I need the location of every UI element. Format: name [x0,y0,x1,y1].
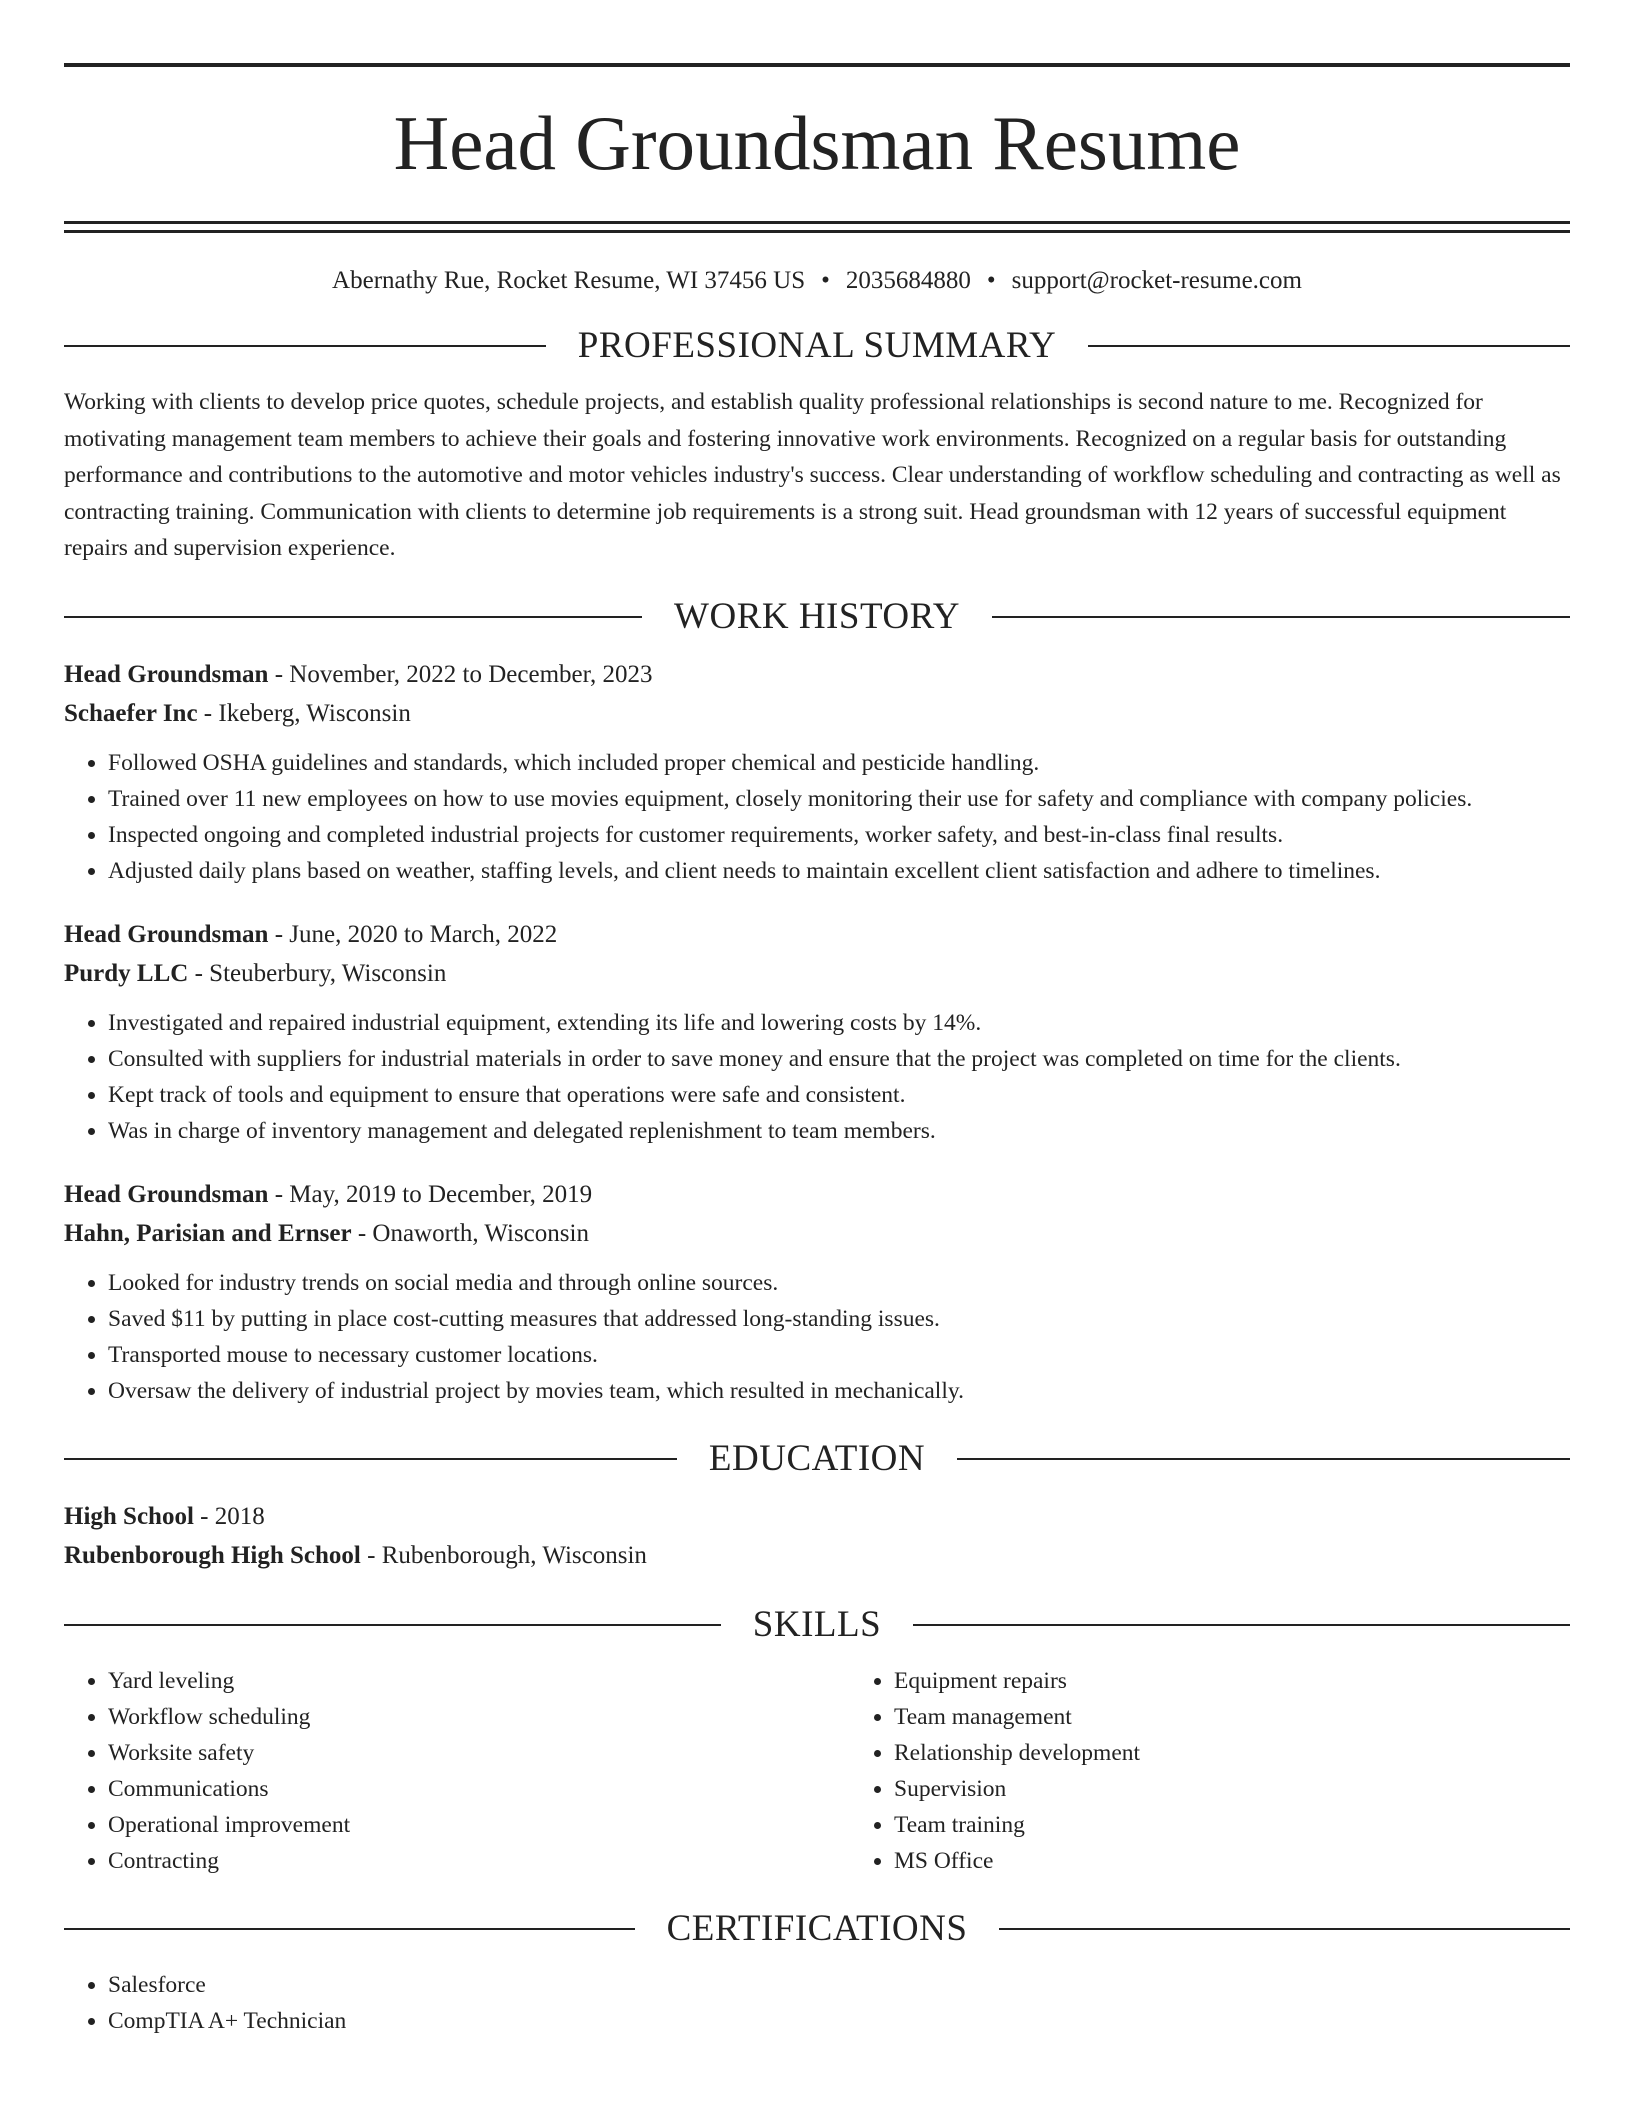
job-title-line [64,655,1570,694]
job-bullet: • Was in charge of inventory management and delegated replenishment to team members. [108,1113,1570,1149]
job-dates: - June, 2020 to March, 2022 [268,920,558,948]
certification-item: • CompTIA A+ Technician [108,2003,1570,2039]
contact-address: Abernathy Rue, Rocket Resume, WI 37456 US [332,267,806,294]
skill-item: • Relationship development [894,1735,1570,1771]
job-dates: - November, 2022 to December, 2023 [268,660,653,688]
contact-separator: • [986,267,996,294]
title-double-rule [64,221,1570,233]
skill-item: • Contracting [108,1843,850,1879]
job-bullet: • Investigated and repaired industrial equipment, extending its life and lowering costs by 14%. [108,1005,1570,1041]
job-bullet: • Kept track of tools and equipment to ensure that operations were safe and consistent. [108,1077,1570,1113]
education-year: - 2018 [193,1502,265,1530]
certification-item: • Salesforce [108,1967,1570,2003]
job-bullet: • Consulted with suppliers for industrial materials in order to save money and ensure that the project was completed on time for the clients. [108,1041,1570,1077]
skill-item: • Team management [894,1699,1570,1735]
skills-right-list [850,1663,1570,1879]
heading-rule-left [64,1624,721,1626]
job-title: Head Groundsman [64,920,269,948]
job-entry [64,1175,1570,1409]
skill-item: • Operational improvement [108,1807,850,1843]
contact-line [64,266,1570,296]
skills-heading-label: SKILLS [752,1603,882,1645]
job-company-line [64,694,1570,733]
education-degree-line [64,1497,1570,1536]
job-bullet: • Trained over 11 new employees on how to use movies equipment, closely monitoring their use for safety and compliance with company policies. [108,781,1570,817]
job-dates: - May, 2019 to December, 2019 [268,1180,593,1208]
job-company-line [64,954,1570,993]
heading-rule-right [913,1624,1570,1626]
job-bullet: • Looked for industry trends on social media and through online sources. [108,1265,1570,1301]
skill-item: • Supervision [894,1771,1570,1807]
job-location: - Steuberbury, Wisconsin [188,959,447,987]
education-heading-label: EDUCATION [708,1437,926,1479]
education-location: - Rubenborough, Wisconsin [360,1541,647,1569]
skills-left-list [64,1663,850,1879]
job-bullet: • Followed OSHA guidelines and standards, which included proper chemical and pesticide handling. [108,745,1570,781]
contact-separator: • [821,267,830,294]
skill-item: • MS Office [894,1843,1570,1879]
job-bullet: • Adjusted daily plans based on weather, staffing levels, and client needs to maintain excellent client satisfaction and adhere to timelines. [108,853,1570,889]
heading-rule-left [64,1458,677,1460]
education-school: Rubenborough High School [64,1541,361,1569]
heading-rule-left [64,1928,635,1930]
certifications-list [64,1967,1570,2039]
summary-paragraph: Working with clients to develop price quotes, schedule projects, and establish quality professional relationships is second nature to me. Recognized for motivating management team members to achieve their goals and fostering innovative work environments. Recognized on a regular basis for outstanding performance and contributions to the automotive and motor vehicles industry's success. Clear understanding of workflow scheduling and contracting as well as contracting training. Communication with clients to determine job requirements is a strong suit. Head groundsman with 12 years of successful equipment repairs and supervision experience. [64,389,1561,561]
skill-item: • Communications [108,1771,850,1807]
job-bullet: • Oversaw the delivery of industrial project by movies team, which resulted in mechanically. [108,1373,1570,1409]
contact-email: support@rocket-resume.com [1011,267,1302,294]
job-bullets [64,745,1570,889]
skills-columns [64,1663,1570,1879]
heading-rule-right [992,616,1570,618]
heading-rule-right [999,1928,1570,1930]
certifications-heading-label: CERTIFICATIONS [666,1907,968,1949]
job-title-line [64,915,1570,954]
skill-item: • Workflow scheduling [108,1699,850,1735]
skill-item: • Team training [894,1807,1570,1843]
education-degree: High School [64,1502,194,1530]
job-company: Hahn, Parisian and Ernser [64,1219,352,1247]
resume-page [64,0,1570,2039]
skill-item: • Yard leveling [108,1663,850,1699]
skill-item: • Equipment repairs [894,1663,1570,1699]
job-bullet: • Inspected ongoing and completed industrial projects for customer requirements, worker safety, and best-in-class final results. [108,817,1570,853]
work-history-heading-label: WORK HISTORY [674,595,960,637]
heading-rule-left [64,345,546,347]
top-rule [64,63,1570,67]
job-title: Head Groundsman [64,660,269,688]
job-title: Head Groundsman [64,1180,269,1208]
summary-heading-label: PROFESSIONAL SUMMARY [577,325,1057,366]
job-company: Purdy LLC [64,959,189,987]
work-history-section-heading [64,595,1570,639]
job-bullets [64,1265,1570,1409]
job-entry [64,655,1570,889]
job-location: - Ikeberg, Wisconsin [197,699,411,727]
certifications-section-heading [64,1907,1570,1951]
skills-section-heading [64,1603,1570,1647]
job-bullets [64,1005,1570,1149]
job-entry [64,915,1570,1149]
summary-section-heading [64,324,1570,368]
heading-rule-right [957,1458,1570,1460]
job-bullet: • Transported mouse to necessary customer locations. [108,1337,1570,1373]
contact-phone: 2035684880 [845,267,971,294]
job-bullet: • Saved $11 by putting in place cost-cutting measures that addressed long-standing issues. [108,1301,1570,1337]
heading-rule-left [64,616,642,618]
job-company: Schaefer Inc [64,699,198,727]
heading-rule-right [1088,345,1570,347]
job-title-line [64,1175,1570,1214]
education-section-heading [64,1437,1570,1481]
skill-item: • Worksite safety [108,1735,850,1771]
job-company-line [64,1214,1570,1253]
job-location: - Onaworth, Wisconsin [351,1219,589,1247]
education-school-line [64,1536,1570,1575]
page-title: Head Groundsman Resume [393,100,1241,186]
